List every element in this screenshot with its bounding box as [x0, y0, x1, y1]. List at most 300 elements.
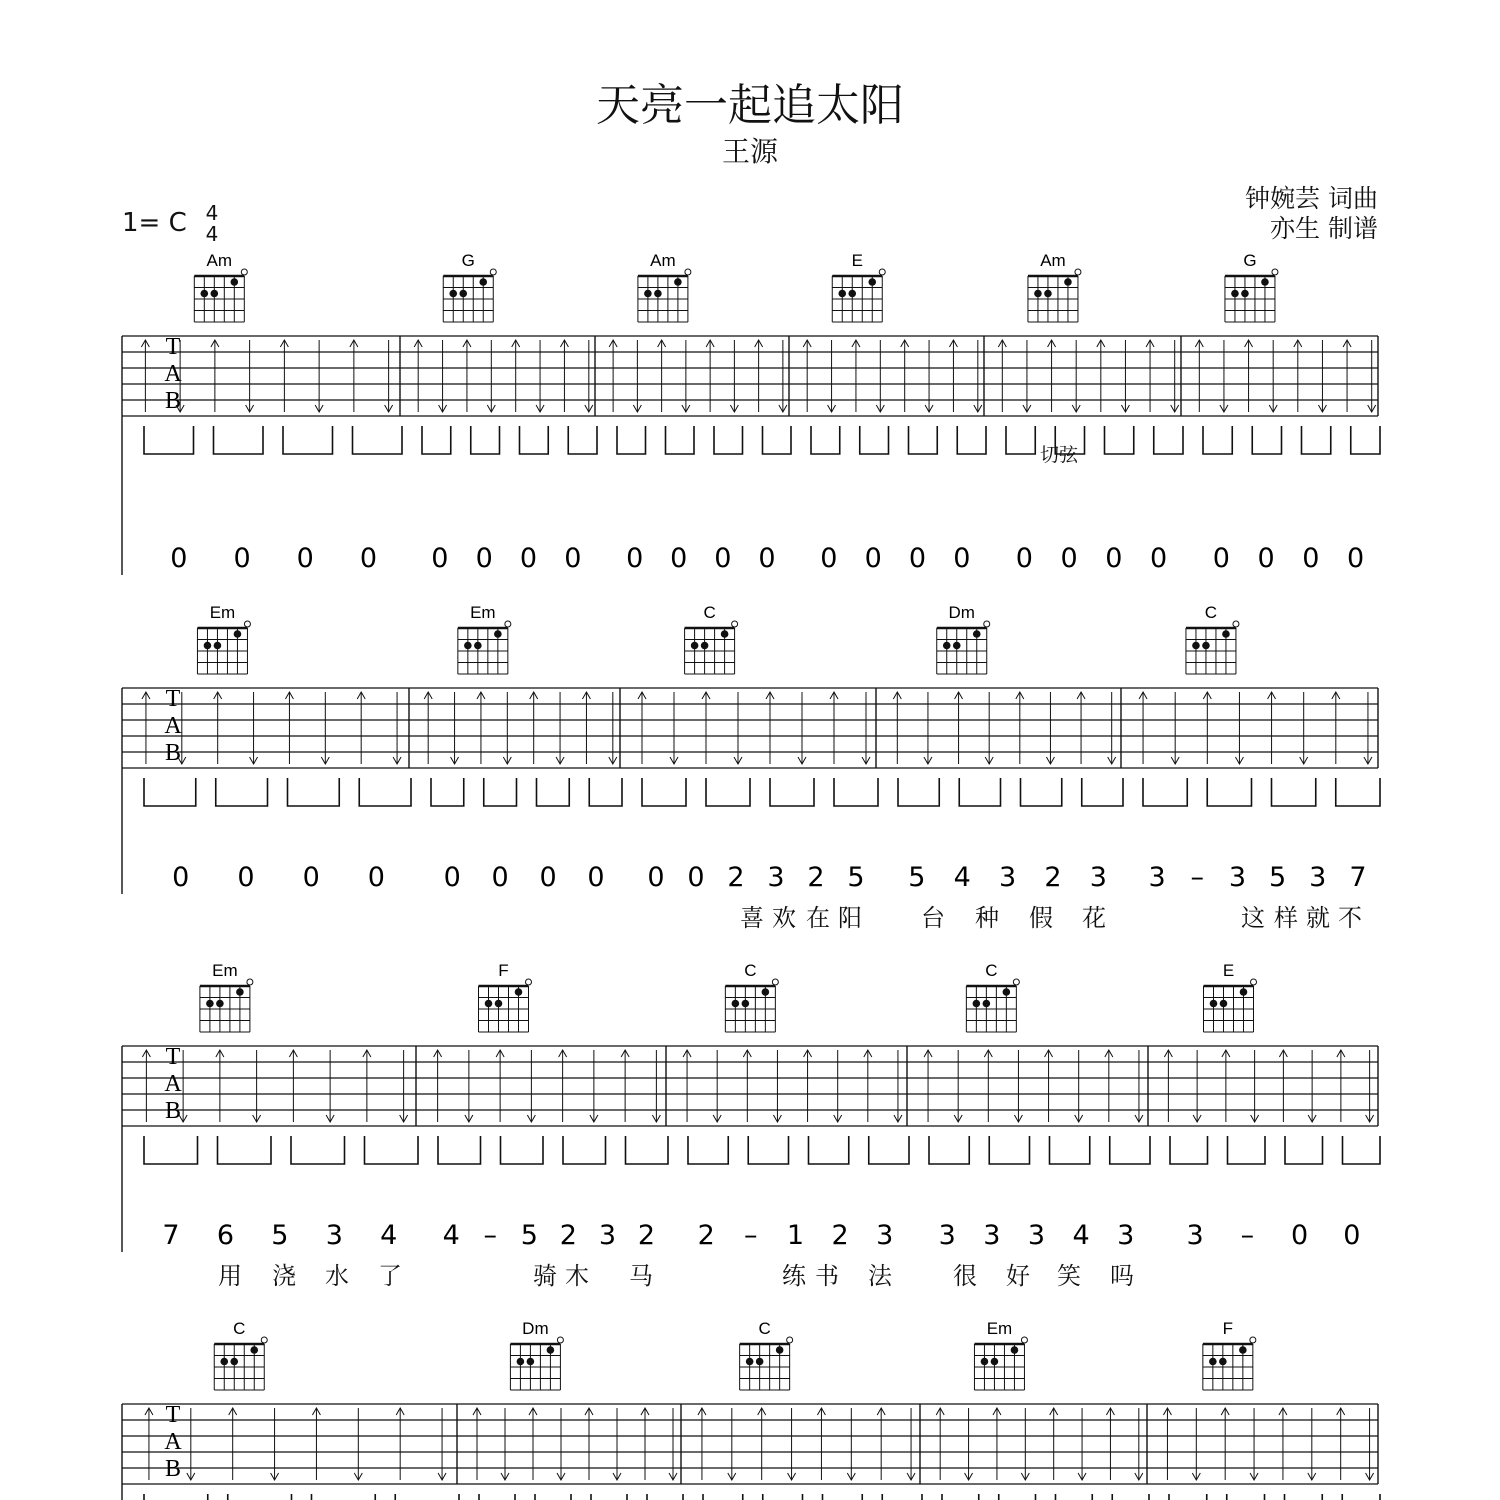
chord-diagram [1225, 251, 1278, 322]
rhythm-beam [395, 1494, 459, 1500]
jianpu-note: 5 [271, 1220, 289, 1251]
rhythm-beam [1170, 1136, 1208, 1164]
chord-diagram [974, 1319, 1027, 1390]
rhythm-beam [1302, 426, 1331, 454]
rhythm-beam [501, 1136, 544, 1164]
rhythm-beam [144, 1494, 208, 1500]
chord-name: Am [650, 251, 676, 270]
chord-diagram [197, 603, 250, 674]
chord-name: G [1243, 251, 1257, 270]
finger-dot [654, 290, 662, 298]
finger-dot [838, 290, 846, 298]
finger-dot [674, 278, 682, 286]
jianpu-note: 0 [626, 543, 644, 574]
lyric-char: 样 [1274, 904, 1298, 932]
rhythm-beam [471, 426, 500, 454]
jianpu-note: 3 [767, 862, 785, 893]
chord-diagram [685, 603, 738, 674]
rhythm-beam [214, 426, 264, 454]
rhythm-beam [484, 778, 517, 806]
rhythm-beam [1351, 426, 1380, 454]
finger-dot [547, 1346, 555, 1354]
lyric-char: 浇 [272, 1262, 296, 1290]
jianpu-note: 0 [1257, 543, 1275, 574]
finger-dot [1209, 1358, 1217, 1366]
finger-dot [1202, 642, 1210, 650]
lyric-char: 了 [378, 1262, 402, 1290]
rhythm-beam [748, 1136, 788, 1164]
jianpu-note: 3 [598, 1220, 616, 1251]
chord-diagram [638, 251, 691, 322]
finger-dot [220, 1358, 228, 1366]
finger-dot [746, 1358, 754, 1366]
chord-diagram [200, 961, 253, 1032]
rhythm-beam [1110, 1136, 1150, 1164]
finger-dot [211, 290, 219, 298]
tab-letter: T [165, 1044, 181, 1070]
chord-diagram [214, 1319, 267, 1390]
jianpu-note: 3 [938, 1220, 956, 1251]
jianpu-note: 0 [1150, 543, 1168, 574]
chord-name: Am [206, 251, 233, 270]
rhythm-beam [1143, 778, 1187, 806]
finger-dot [1239, 1346, 1247, 1354]
rhythm-beam [1285, 1494, 1323, 1500]
lyric-char: 水 [325, 1262, 349, 1290]
rhythm-beam [365, 1136, 419, 1164]
rhythm-beam [563, 1136, 606, 1164]
time-signature-top: 4 [205, 201, 219, 225]
jianpu-note: 0 [820, 543, 838, 574]
chord-diagram [479, 961, 532, 1032]
jianpu-note: 3 [998, 862, 1017, 893]
jianpu-note: 0 [1343, 1220, 1361, 1251]
jianpu-note: 3 [1089, 862, 1107, 893]
jianpu-note: 0 [1105, 543, 1123, 574]
chord-name: F [498, 961, 509, 980]
jianpu-note: 0 [687, 862, 705, 893]
song-title: 天亮一起追太阳 [596, 80, 904, 131]
chord-diagram [966, 961, 1019, 1032]
jianpu-note: – [1240, 1220, 1255, 1251]
finger-dot [459, 290, 467, 298]
lyric-char: 马 [629, 1262, 653, 1290]
finger-dot [943, 642, 951, 650]
finger-dot [691, 642, 699, 650]
jianpu-note: 0 [1060, 543, 1078, 574]
finger-dot [701, 642, 709, 650]
finger-dot [234, 630, 242, 638]
jianpu-note: 3 [1027, 1220, 1046, 1251]
rhythm-beam [218, 1136, 272, 1164]
rhythm-beam [353, 426, 403, 454]
chord-name: C [758, 1319, 771, 1338]
jianpu-note: – [1190, 862, 1205, 893]
finger-dot [756, 1358, 764, 1366]
rhythm-beam [823, 1494, 863, 1500]
jianpu-note: 4 [953, 862, 971, 893]
finger-dot [515, 988, 523, 996]
jianpu-note: 4 [380, 1220, 398, 1251]
chord-diagram [1203, 1319, 1256, 1390]
rhythm-beam [520, 426, 549, 454]
rhythm-beam [1227, 1494, 1265, 1500]
jianpu-note: 0 [359, 543, 378, 574]
jianpu-note: 0 [519, 543, 538, 574]
lyric-char: 在 [806, 904, 830, 932]
finger-dot [494, 630, 502, 638]
rhythm-beam [1105, 426, 1134, 454]
technique-annotation: 切弦 [1040, 444, 1079, 466]
lyric-char: 书 [815, 1262, 839, 1290]
chord-diagram [832, 251, 885, 322]
lyric-char: 花 [1082, 904, 1106, 932]
jianpu-note: 0 [367, 862, 385, 893]
chord-diagram [725, 961, 778, 1032]
tab-letter: T [165, 334, 181, 360]
rhythm-beam [228, 1494, 292, 1500]
rhythm-beam [479, 1494, 515, 1500]
chord-name: Dm [948, 603, 975, 622]
tab-letter: B [164, 1098, 182, 1124]
rhythm-beam [959, 778, 1000, 806]
rhythm-beam [642, 778, 686, 806]
jianpu-note: 0 [1212, 543, 1230, 574]
rhythm-beam [1050, 1136, 1090, 1164]
chord-name: G [461, 251, 475, 270]
rhythm-beam [1272, 778, 1316, 806]
rhythm-beam [860, 426, 889, 454]
chord-name: C [744, 961, 757, 980]
rhythm-beam [568, 426, 597, 454]
chord-name: Em [986, 1319, 1013, 1338]
jianpu-note: 3 [1148, 862, 1166, 893]
finger-dot [1064, 278, 1072, 286]
finger-dot [495, 1000, 503, 1008]
lyric-char: 法 [868, 1262, 892, 1290]
jianpu-note: 2 [1044, 862, 1062, 893]
tab-staff [122, 334, 1380, 575]
finger-dot [1192, 642, 1200, 650]
rhythm-beam [763, 1494, 803, 1500]
jianpu-note: 0 [170, 543, 188, 574]
finger-dot [973, 1000, 981, 1008]
jianpu-note: 0 [443, 862, 461, 893]
chord-name: C [985, 961, 998, 980]
rhythm-beam [216, 778, 268, 806]
finger-dot [1222, 630, 1230, 638]
jianpu-note: 0 [647, 862, 665, 893]
rhythm-beam [1006, 426, 1035, 454]
jianpu-note: – [744, 1220, 758, 1251]
rhythm-beam [1169, 1494, 1207, 1500]
jianpu-note: 0 [908, 543, 927, 574]
finger-dot [1220, 1000, 1228, 1008]
jianpu-note: 2 [559, 1220, 577, 1251]
credit-lyrics-music: 钟婉芸 词曲 [1245, 184, 1378, 213]
finger-dot [236, 988, 244, 996]
finger-dot [1034, 290, 1042, 298]
rhythm-beam [144, 778, 196, 806]
jianpu-note: 0 [296, 543, 314, 574]
rhythm-beam [1336, 778, 1380, 806]
rhythm-beam [535, 1494, 571, 1500]
jianpu-note: 0 [1015, 543, 1033, 574]
jianpu-note: 6 [216, 1220, 235, 1251]
finger-dot [1044, 290, 1052, 298]
chord-name: Em [470, 603, 496, 622]
chord-diagram [1204, 961, 1257, 1032]
rhythm-beam [1207, 778, 1251, 806]
finger-dot [479, 278, 487, 286]
jianpu-note: 5 [1269, 862, 1287, 893]
rhythm-beam [942, 1494, 979, 1500]
chord-name: C [703, 603, 716, 622]
chord-diagram [1028, 251, 1081, 322]
chord-name: Em [212, 961, 238, 980]
jianpu-note: 0 [1290, 1220, 1309, 1251]
tab-letter: A [164, 713, 182, 739]
lyric-char: 木 [565, 1262, 589, 1290]
lyric-char: 不 [1338, 904, 1362, 932]
rhythm-beam [1285, 1136, 1323, 1164]
jianpu-note: 5 [520, 1220, 538, 1251]
jianpu-note: 3 [1186, 1220, 1204, 1251]
rhythm-beam [422, 426, 451, 454]
jianpu-note: 3 [1117, 1220, 1135, 1251]
jianpu-note: 1 [786, 1220, 805, 1251]
finger-dot [732, 1000, 740, 1008]
jianpu-note: 0 [491, 862, 509, 893]
jianpu-note: 0 [587, 862, 605, 893]
rhythm-beam [359, 778, 411, 806]
chord-diagram [1186, 603, 1239, 674]
finger-dot [250, 1346, 258, 1354]
rhythm-beam [438, 1136, 481, 1164]
rhythm-beam [589, 778, 622, 806]
rhythm-beam [144, 1136, 198, 1164]
finger-dot [449, 290, 457, 298]
jianpu-note: 0 [539, 862, 557, 893]
rhythm-beam [666, 426, 695, 454]
rhythm-beam [989, 1136, 1029, 1164]
finger-dot [868, 278, 876, 286]
chord-diagram [510, 1319, 563, 1390]
tab-letter: B [164, 740, 182, 766]
rhythm-beam [898, 778, 939, 806]
lyric-char: 种 [975, 904, 999, 932]
tab-letter: T [165, 1402, 181, 1428]
finger-dot [231, 278, 239, 286]
finger-dot [1231, 290, 1239, 298]
key-signature: 1= C [122, 208, 187, 238]
jianpu-note: 0 [953, 543, 971, 574]
jianpu-note: 2 [831, 1220, 849, 1251]
rhythm-beam [834, 778, 878, 806]
finger-dot [1210, 1000, 1218, 1008]
jianpu-note: 2 [637, 1220, 656, 1251]
finger-dot [848, 290, 856, 298]
lyric-char: 台 [921, 904, 945, 932]
chord-name: E [851, 251, 863, 270]
jianpu-note: – [483, 1220, 497, 1251]
finger-dot [742, 1000, 750, 1008]
tab-letter: A [164, 1429, 182, 1455]
rhythm-beam [957, 426, 986, 454]
finger-dot [983, 1000, 991, 1008]
chord-diagram [740, 1319, 793, 1390]
finger-dot [1011, 1346, 1019, 1354]
rhythm-beam [1342, 1494, 1380, 1500]
jianpu-note: 3 [1228, 862, 1247, 893]
rhythm-beam [537, 778, 570, 806]
lyric-char: 笑 [1057, 1262, 1081, 1290]
rhythm-beam [909, 426, 938, 454]
jianpu-note: 0 [233, 543, 251, 574]
rhythm-beam [714, 426, 743, 454]
finger-dot [644, 290, 652, 298]
lyric-char: 好 [1006, 1262, 1030, 1290]
jianpu-note: 5 [847, 862, 865, 893]
jianpu-note: 3 [1309, 862, 1327, 893]
rhythm-beam [1154, 426, 1183, 454]
chord-name: F [1222, 1319, 1234, 1338]
jianpu-note: 2 [697, 1220, 715, 1251]
jianpu-note: 0 [714, 543, 732, 574]
chord-name: C [1204, 603, 1218, 622]
rhythm-beam [617, 426, 646, 454]
lyric-char: 欢 [772, 904, 796, 932]
jianpu-note: 0 [172, 862, 190, 893]
rhythm-beam [770, 778, 814, 806]
finger-dot [464, 642, 472, 650]
tab-letter: A [164, 361, 182, 387]
rhythm-beam [1021, 778, 1062, 806]
tab-letter: B [164, 388, 182, 414]
finger-dot [485, 1000, 493, 1008]
jianpu-note: 7 [1349, 862, 1367, 893]
jianpu-note: 2 [727, 862, 745, 893]
chord-diagram [194, 251, 247, 322]
rhythm-beam [1082, 778, 1123, 806]
finger-dot [216, 1000, 224, 1008]
finger-dot [991, 1358, 999, 1366]
rhythm-beam [688, 1136, 728, 1164]
tab-letter: A [164, 1071, 182, 1097]
rhythm-beam [929, 1136, 969, 1164]
lyric-char: 就 [1306, 904, 1330, 932]
rhythm-beam [1203, 426, 1232, 454]
song-artist: 王源 [721, 135, 778, 168]
rhythm-beam [1056, 1494, 1093, 1500]
finger-dot [517, 1358, 525, 1366]
rhythm-beam [431, 778, 464, 806]
rhythm-beam [703, 1494, 743, 1500]
rhythm-beam [809, 1136, 849, 1164]
lyric-char: 很 [953, 1262, 977, 1290]
rhythm-beam [283, 426, 333, 454]
jianpu-note: 0 [1347, 543, 1365, 574]
jianpu-note: 0 [864, 543, 882, 574]
chord-diagram [458, 603, 511, 674]
lyric-char: 假 [1029, 904, 1053, 932]
chord-name: Am [1040, 251, 1066, 270]
rhythm-beam [1252, 426, 1281, 454]
rhythm-beam [869, 1136, 909, 1164]
jianpu-note: 3 [325, 1220, 343, 1251]
jianpu-note: 4 [442, 1220, 460, 1251]
finger-dot [1003, 988, 1011, 996]
tab-letter: T [165, 686, 181, 712]
jianpu-note: 0 [302, 862, 320, 893]
rhythm-beam [1112, 1494, 1149, 1500]
lyric-char: 吗 [1110, 1262, 1134, 1290]
jianpu-note: 0 [564, 543, 582, 574]
lyric-char: 阳 [838, 904, 862, 932]
finger-dot [206, 1000, 214, 1008]
finger-dot [973, 630, 981, 638]
finger-dot [953, 642, 961, 650]
finger-dot [981, 1358, 989, 1366]
chord-diagram [443, 251, 496, 322]
finger-dot [1261, 278, 1269, 286]
time-signature-bottom: 4 [205, 222, 219, 246]
finger-dot [1219, 1358, 1227, 1366]
rhythm-beam [1228, 1136, 1266, 1164]
rhythm-beam [626, 1136, 669, 1164]
finger-dot [527, 1358, 535, 1366]
jianpu-note: 3 [876, 1220, 894, 1251]
jianpu-note: 0 [431, 543, 449, 574]
finger-dot [776, 1346, 784, 1354]
chord-name: Dm [522, 1319, 549, 1338]
rhythm-beam [882, 1494, 922, 1500]
chord-name: C [233, 1319, 246, 1338]
finger-dot [762, 988, 770, 996]
rhythm-beam [144, 426, 194, 454]
finger-dot [721, 630, 729, 638]
jianpu-note: 0 [475, 543, 493, 574]
tab-letter: B [164, 1456, 182, 1482]
rhythm-beam [291, 1136, 345, 1164]
finger-dot [1240, 988, 1248, 996]
rhythm-beam [1343, 1136, 1381, 1164]
rhythm-beam [763, 426, 792, 454]
tab-staff [122, 1402, 1380, 1500]
rhythm-beam [647, 1494, 683, 1500]
chord-diagram [937, 603, 990, 674]
jianpu-note: 0 [237, 862, 255, 893]
chord-name: E [1222, 961, 1235, 980]
jianpu-note: 3 [983, 1220, 1001, 1251]
credit-transcriber: 亦生 制谱 [1270, 214, 1378, 243]
finger-dot [1241, 290, 1249, 298]
lyric-char: 骑 [533, 1262, 557, 1290]
lyric-char: 喜 [740, 904, 764, 932]
jianpu-note: 0 [758, 543, 776, 574]
rhythm-beam [999, 1494, 1036, 1500]
finger-dot [201, 290, 209, 298]
rhythm-beam [811, 426, 840, 454]
rhythm-beam [591, 1494, 627, 1500]
finger-dot [204, 642, 212, 650]
jianpu-note: 5 [908, 862, 926, 893]
jianpu-note: 7 [162, 1220, 180, 1251]
lyric-char: 用 [218, 1262, 242, 1290]
chord-name: Em [209, 603, 236, 622]
finger-dot [214, 642, 222, 650]
jianpu-note: 4 [1072, 1220, 1090, 1251]
